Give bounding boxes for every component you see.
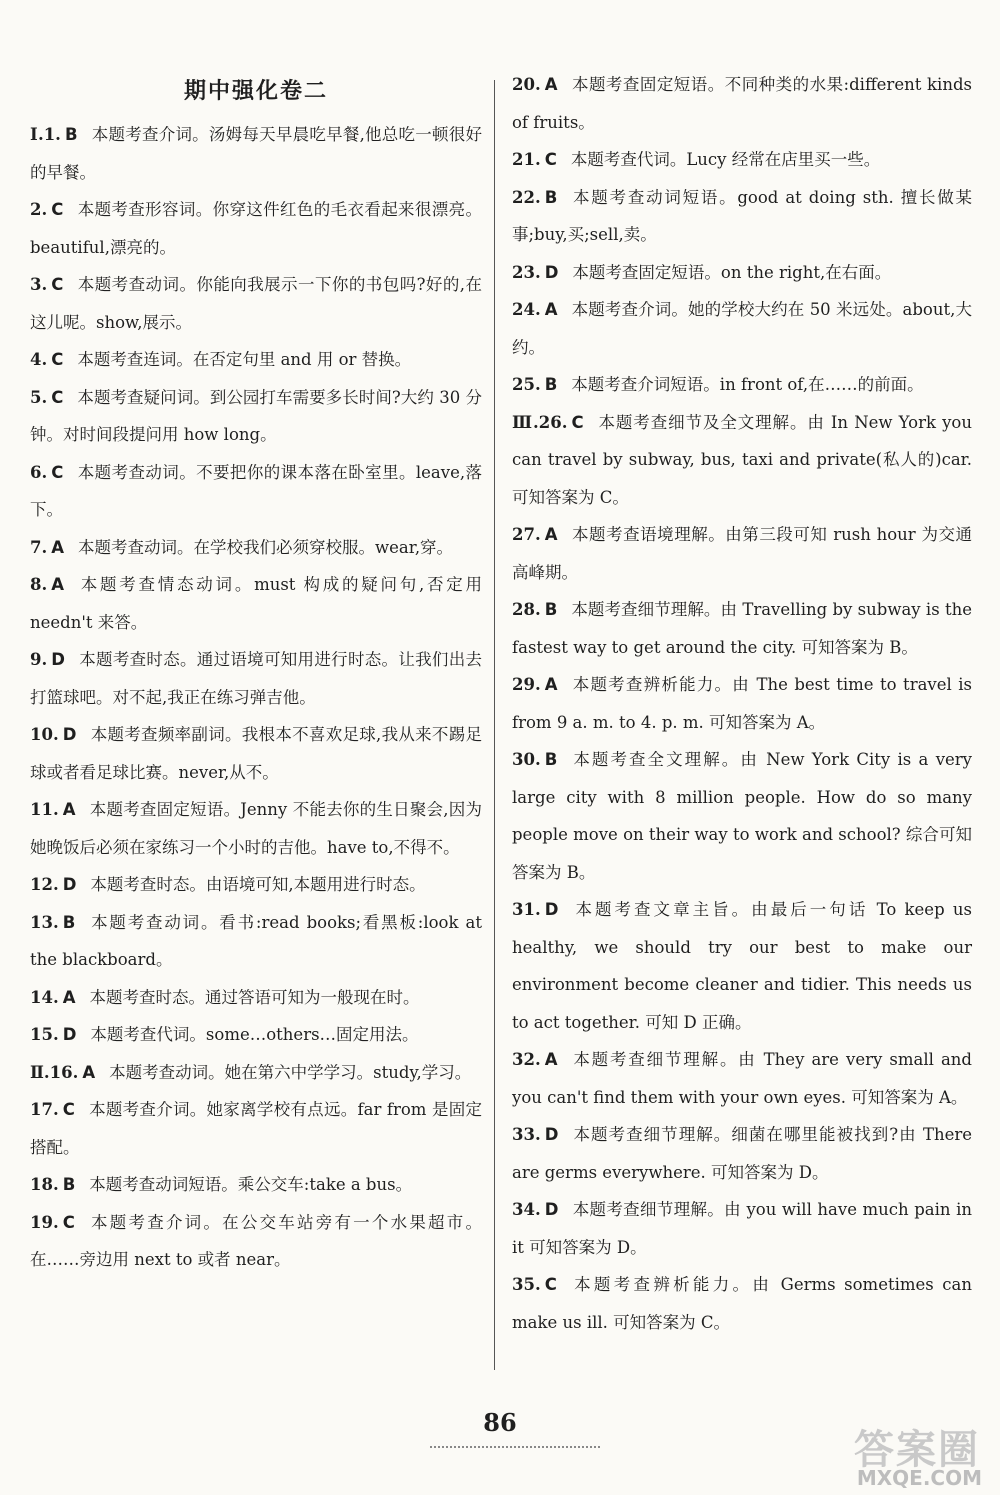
- answer-letter: C: [62, 1212, 75, 1232]
- question-number: 14.: [30, 987, 59, 1007]
- explanation-text: 本题考查时态。通过语境可知用进行时态。让我们出去打篮球吧。对不起,我正在练习弹吉他。: [30, 650, 482, 707]
- answer-item: [30, 266, 482, 341]
- explanation-text: 本题考查动词。看书:read books;看黑板:look at the blackboard。: [30, 912, 482, 969]
- answer-item: [30, 566, 482, 641]
- answer-item: [30, 341, 482, 379]
- column-divider: [494, 80, 495, 1370]
- answer-item: [30, 1091, 482, 1166]
- question-number: 25.: [512, 375, 541, 394]
- question-number: 8.: [30, 575, 48, 594]
- explanation-text: 本题考查时态。通过答语可知为一般现在时。: [89, 987, 420, 1007]
- answer-letter: B: [544, 750, 558, 769]
- answer-item: [512, 1191, 972, 1266]
- question-number: 15.: [30, 1025, 59, 1044]
- answer-letter: D: [51, 650, 65, 669]
- answer-item: [30, 1166, 482, 1204]
- footer-ornament: [430, 1446, 600, 1458]
- watermark-url: MXQE.COM: [856, 1466, 982, 1490]
- explanation-text: 本题考查细节理解。由 Travelling by subway is the fastest way to get around the city. 可知答案为 B。: [512, 600, 972, 657]
- answer-item: [512, 291, 972, 366]
- explanation-text: 本题考查动词。她在第六中学学习。study,学习。: [109, 1062, 472, 1082]
- answer-item: [512, 1266, 972, 1341]
- answer-item: [512, 179, 972, 254]
- answer-item: [30, 1016, 482, 1054]
- answer-item: [30, 904, 482, 979]
- question-number: 6.: [30, 462, 48, 482]
- explanation-text: 本题考查语境理解。由第三段可知 rush hour 为交通高峰期。: [512, 525, 972, 582]
- question-number: 29.: [512, 675, 541, 694]
- answer-letter: D: [544, 900, 559, 919]
- left-answer-list: [30, 116, 482, 1279]
- explanation-text: 本题考查辨析能力。由 The best time to travel is from 9 a. m. to 4. p. m. 可知答案为 A。: [512, 675, 972, 732]
- answer-letter: A: [544, 525, 558, 544]
- question-number: Ⅱ.16.: [30, 1062, 79, 1082]
- explanation-text: 本题考查情态动词。must 构成的疑问句,否定用 needn't 来答。: [30, 575, 482, 632]
- answer-letter: C: [51, 387, 64, 407]
- answer-item: [512, 666, 972, 741]
- answer-letter: C: [51, 350, 64, 369]
- explanation-text: 本题考查固定短语。on the right,在右面。: [572, 262, 892, 282]
- answer-item: [30, 641, 482, 716]
- explanation-text: 本题考查动词。在学校我们必须穿校服。wear,穿。: [78, 537, 454, 557]
- answer-letter: A: [51, 575, 65, 594]
- explanation-text: 本题考查介词。她的学校大约在 50 米远处。about,大约。: [512, 300, 972, 357]
- explanation-text: 本题考查代词。some…others…固定用法。: [90, 1025, 419, 1044]
- answer-item: [30, 866, 482, 904]
- answer-item: [512, 1116, 972, 1191]
- left-column: [30, 70, 482, 1279]
- answer-item: [512, 741, 972, 891]
- question-number: 21.: [512, 150, 541, 169]
- question-number: 11.: [30, 800, 59, 819]
- explanation-text: 本题考查动词短语。good at doing sth. 擅长做某事;buy,买;sell,卖。: [512, 187, 972, 244]
- answer-item: [30, 379, 482, 454]
- answer-letter: D: [544, 262, 559, 282]
- answer-letter: C: [51, 200, 64, 219]
- answer-letter: A: [544, 675, 558, 694]
- answer-letter: A: [544, 1050, 558, 1069]
- explanation-text: 本题考查辨析能力。由 Germs sometimes can make us ill. 可知答案为 C。: [512, 1275, 972, 1332]
- answer-item: [30, 979, 482, 1017]
- question-number: 9.: [30, 650, 48, 669]
- explanation-text: 本题考查介词短语。in front of,在……的前面。: [571, 375, 924, 394]
- explanation-text: 本题考查形容词。你穿这件红色的毛衣看起来很漂亮。beautiful,漂亮的。: [30, 200, 482, 257]
- question-number: 13.: [30, 912, 59, 932]
- watermark-text: 答案圈: [854, 1427, 980, 1473]
- explanation-text: 本题考查细节理解。由 They are very small and you can't find them with your own eyes. 可知答案为 A。: [512, 1050, 972, 1107]
- explanation-text: 本题考查细节及全文理解。由 In New York you can travel by subway, bus, taxi and private(私人的)car. 可知答案为 C。: [512, 412, 972, 507]
- answer-letter: B: [62, 1175, 76, 1194]
- question-number: 5.: [30, 387, 48, 407]
- answer-item: [512, 591, 972, 666]
- explanation-text: 本题考查频率副词。我根本不喜欢足球,我从来不踢足球或者看足球比赛。never,从不。: [30, 725, 482, 782]
- explanation-text: 本题考查动词。你能向我展示一下你的书包吗?好的,在这儿呢。show,展示。: [30, 275, 482, 332]
- right-answer-list: [512, 66, 972, 1341]
- page-number: 86: [483, 1408, 517, 1437]
- answer-letter: C: [51, 462, 64, 482]
- answer-letter: C: [544, 1275, 557, 1294]
- question-number: 7.: [30, 537, 48, 557]
- question-number: 23.: [512, 262, 541, 282]
- answer-item: [30, 1054, 482, 1092]
- question-number: 18.: [30, 1175, 59, 1194]
- answer-letter: B: [62, 912, 76, 932]
- answer-letter: D: [62, 725, 77, 744]
- question-number: 20.: [512, 75, 541, 94]
- question-number: 28.: [512, 600, 541, 619]
- explanation-text: 本题考查细节理解。细菌在哪里能被找到?由 There are germs everywhere. 可知答案为 D。: [512, 1125, 972, 1182]
- question-number: 3.: [30, 275, 48, 294]
- answer-letter: C: [51, 275, 64, 294]
- question-number: 33.: [512, 1125, 541, 1144]
- question-number: 32.: [512, 1050, 541, 1069]
- question-number: 34.: [512, 1200, 541, 1219]
- answer-item: [30, 116, 482, 191]
- answer-letter: A: [62, 987, 76, 1007]
- question-number: 17.: [30, 1100, 59, 1119]
- question-number: 24.: [512, 300, 541, 319]
- explanation-text: 本题考查介词。在公交车站旁有一个水果超市。在……旁边用 next to 或者 near。: [30, 1212, 482, 1269]
- answer-letter: A: [62, 800, 76, 819]
- explanation-text: 本题考查动词短语。乘公交车:take a bus。: [89, 1175, 413, 1194]
- explanation-text: 本题考查疑问词。到公园打车需要多长时间?大约 30 分钟。对时间段提问用 how long。: [30, 387, 482, 444]
- answer-letter: A: [51, 537, 65, 557]
- explanation-text: 本题考查动词。不要把你的课本落在卧室里。leave,落下。: [30, 462, 482, 519]
- answer-item: [512, 254, 972, 292]
- question-number: 4.: [30, 350, 48, 369]
- answer-item: [30, 529, 482, 567]
- right-column: [512, 66, 972, 1341]
- answer-item: [512, 366, 972, 404]
- answer-letter: B: [544, 375, 558, 394]
- question-number: 19.: [30, 1212, 59, 1232]
- answer-item: [512, 516, 972, 591]
- explanation-text: 本题考查代词。Lucy 经常在店里买一些。: [570, 150, 881, 169]
- watermark-logo: [787, 1418, 992, 1490]
- answer-letter: D: [62, 875, 77, 894]
- answer-item: [512, 66, 972, 141]
- question-number: 27.: [512, 525, 541, 544]
- answer-letter: C: [544, 150, 557, 169]
- question-number: 31.: [512, 900, 541, 919]
- question-number: 30.: [512, 750, 541, 769]
- explanation-text: 本题考查固定短语。不同种类的水果:different kinds of fruits。: [512, 75, 972, 132]
- answer-letter: C: [62, 1100, 75, 1119]
- question-number: 10.: [30, 725, 59, 744]
- answer-item: [512, 141, 972, 179]
- answer-item: [30, 191, 482, 266]
- answer-letter: A: [544, 75, 558, 94]
- explanation-text: 本题考查时态。由语境可知,本题用进行时态。: [90, 875, 426, 894]
- answer-letter: D: [544, 1200, 559, 1219]
- explanation-text: 本题考查全文理解。由 New York City is a very large city with 8 million people. How do so many people move on their way to work and school? 综合可知答案为 B。: [512, 750, 972, 882]
- answer-letter: D: [544, 1125, 559, 1144]
- answer-letter: C: [571, 412, 584, 432]
- question-number: 22.: [512, 187, 541, 207]
- question-number: 35.: [512, 1275, 541, 1294]
- question-number: Ⅰ.1.: [30, 125, 61, 144]
- explanation-text: 本题考查细节理解。由 you will have much pain in it 可知答案为 D。: [512, 1200, 972, 1257]
- answer-item: [512, 891, 972, 1041]
- question-number: 12.: [30, 875, 59, 894]
- answer-item: [512, 1041, 972, 1116]
- answer-item: [512, 404, 972, 517]
- answer-letter: B: [544, 187, 558, 207]
- explanation-text: 本题考查固定短语。Jenny 不能去你的生日聚会,因为她晚饭后必须在家练习一个小时的吉他。have to,不得不。: [30, 800, 482, 857]
- question-number: 2.: [30, 200, 48, 219]
- explanation-text: 本题考查连词。在否定句里 and 用 or 替换。: [77, 350, 412, 369]
- page-title: 期中强化卷二: [183, 79, 328, 104]
- answer-letter: B: [544, 600, 558, 619]
- answer-letter: B: [64, 125, 78, 144]
- answer-item: [30, 1204, 482, 1279]
- answer-letter: D: [62, 1025, 77, 1044]
- answer-letter: A: [544, 300, 558, 319]
- answer-item: [30, 716, 482, 791]
- answer-letter: A: [82, 1062, 96, 1082]
- answer-item: [30, 454, 482, 529]
- explanation-text: 本题考查介词。她家离学校有点远。far from 是固定搭配。: [30, 1100, 482, 1157]
- question-number: Ⅲ.26.: [512, 412, 568, 432]
- answer-item: [30, 791, 482, 866]
- explanation-text: 本题考查介词。汤姆每天早晨吃早餐,他总吃一顿很好的早餐。: [30, 125, 482, 182]
- explanation-text: 本题考查文章主旨。由最后一句话 To keep us healthy, we should try our best to make our environment become cleaner and tidier. This needs us to act together. 可知 D 正确。: [512, 900, 972, 1032]
